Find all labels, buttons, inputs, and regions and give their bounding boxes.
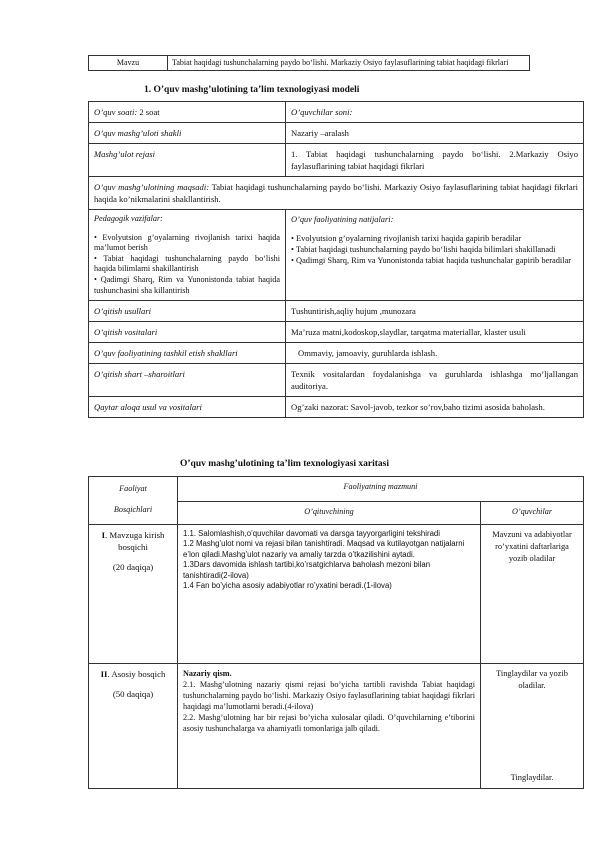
stage2-cell (89, 664, 178, 789)
hours-label: O’quv soati: (94, 107, 138, 117)
model-title: 1. O’quv mashg’ulotining ta’lim texnologiyasi modeli (144, 85, 360, 95)
stage1-teacher-item: 1.2 Mashg’ulot nomi va rejasi bilan tanishtiradi. Maqsad va kutilayotgan natijalarni e’lon qiladi.Mashg’ulot nazariy va amaliy tarzda o’tkazilishini aytadi. (183, 539, 465, 559)
stage2-teacher-title: Nazariy qism. (183, 669, 232, 678)
result-item: • Evolyutsion g’oyalarning rivojlanish tarixi haqida gapirib beradilar (291, 234, 522, 243)
stage1-cell (89, 525, 178, 664)
col-activity-header (89, 477, 178, 525)
task-item: • Evolyutsion g’oyalarning rivojlanish tarixi haqida ma’lumot berish (94, 232, 280, 253)
form-label: O’quv mashg’uloti shakli (89, 123, 286, 144)
org-value: Ommaviy, jamoaviy, guruhlarda ishlash. (286, 343, 584, 364)
hours-cell (89, 102, 286, 123)
col-students: O’quvchilar (481, 502, 584, 525)
goal-label: O’quv mashg’ulotining maqsadi: (94, 182, 210, 192)
task-item: • Tabiat haqidagi tushunchalarning paydo boʻlishi haqida bilimlarni shakillantirish (94, 253, 281, 274)
col-stages: Bosqichlari (113, 505, 153, 515)
stage1-students: Mavzuni va adabiyotlar ro’yxatini daftarlariga yozib oladilar (481, 525, 584, 664)
plan-label: Mashg’ulot rejasi (89, 144, 286, 177)
hours-value: 2 soat (139, 107, 160, 117)
map-title: O’quv mashg’ulotining ta’lim texnologiyasi xaritasi (180, 459, 390, 469)
stage2-num: II (100, 669, 108, 679)
task-item: • Qadimgi Sharq, Rim va Yunonistonda tabiat haqida tushunchasini sha killantirish (94, 274, 280, 295)
tasks-label: Pedagogik vazifalar: (94, 214, 163, 223)
result-item: • Qadimgi Sharq, Rim va Yunonistonda tabiat haqida tushunchalar gapirib beradilar (291, 256, 572, 265)
topic-value: Tabiat haqidagi tushunchalarning paydo boʻlishi. Markaziy Osiyo faylasuflarining tabiat haqidagi fikrlari (168, 56, 530, 71)
tools-label: O’qitish vositalari (89, 322, 286, 343)
stage1-teacher-item: 1.3Dars davomida ishlash tartibi,ko’rsatgichlarva baholash mezoni bilan tanishtiradi(2-ilova) (183, 560, 431, 580)
stage2-students-1: Tinglaydilar va yozib oladilar. (496, 669, 568, 690)
feedback-label: Qaytar aloqa usul va vositalari (89, 397, 286, 418)
methods-label: O’qitish usullari (89, 301, 286, 322)
stage2-teacher-item: 2.2. Mashg’ulotning har bir rejasi bo’yicha xulosalar qiladi. O’quvchilarning e’tiborini asosiy tushunchalarga va ahamiyatli tomonlariga jalb qiladi. (183, 713, 475, 733)
stage2-students (481, 664, 584, 789)
model-table (88, 101, 584, 418)
feedback-value: Og’zaki nazorat: Savol-javob, tezkor so’rov,baho tizimi asosida baholash. (286, 397, 584, 418)
result-item: • Tabiat haqidagi tushunchalarning paydo boʻlishi haqida bilimlari shakillanadi (291, 245, 556, 254)
tasks-cell (89, 210, 286, 301)
methods-value: Tushuntirish,aqliy hujum ,munozara (286, 301, 584, 322)
students-label: O’quvchilar soni: (286, 102, 584, 123)
results-label: O’quv faoliyatining natijalari: (291, 215, 394, 224)
stage2-teacher (178, 664, 481, 789)
stage1-num: I (101, 530, 106, 540)
cond-value: Texnik vositalardan foydalanishga va guruhlarda ishlashga mo’ljallangan auditoriya. (286, 364, 584, 397)
stage1-teacher-item: 1.4 Fan bo’yicha asosiy adabiyotlar ro’yxatini beradi.(1-ilova) (183, 581, 392, 591)
topic-label: Mavzu (89, 56, 168, 71)
stage1-teacher (178, 525, 481, 664)
stage1-time: (20 daqiqa) (112, 562, 154, 572)
topic-table (88, 55, 530, 71)
stage1-name: . Mavzuga kirish bosqichi (105, 530, 165, 552)
stage2-name: . Asosiy bosqich (107, 669, 166, 679)
stage2-students-2: Tinglaydilar. (510, 773, 554, 782)
stage1-teacher-item: 1.1. Salomlashish,o’quvchilar davomati va darsga tayyorgarligini tekshiradi (183, 529, 440, 538)
stage2-time: (50 daqiqa) (112, 689, 154, 699)
tools-value: Ma’ruza matni,kodoskop,slaydlar, tarqatma materiallar, klaster usuli (286, 322, 584, 343)
col-content: Faoliyatning mazmuni (178, 477, 584, 502)
plan-value: 1. Tabiat haqidagi tushunchalarning paydo boʻlishi. 2.Markaziy Osiyo faylasuflarining tabiat haqidagi fikrlari (286, 144, 584, 177)
results-cell (286, 210, 584, 301)
org-label: O’quv faoliyatining tashkil etish shakllari (89, 343, 286, 364)
goal-cell (89, 177, 584, 210)
goal-value: Tabiat haqidagi tushunchalarning paydo boʻlishi. Markaziy Osiyo faylasuflarining tabiat haqidagi fikrlari haqida ko’nikmalarini shakllantirish. (94, 182, 578, 204)
map-table (88, 476, 584, 789)
col-teacher: O’qituvchining (178, 502, 481, 525)
col-activity: Faoliyat (119, 484, 147, 493)
stage2-teacher-item: 2.1. Mashg’ulotning nazariy qismi rejasi bo’yicha tartibli ravishda Tabiat haqidagi tushunchalarning paydo boʻlishi. Markaziy Osiyo faylasuflarining tabiat haqidagi fikrlari haqidagi ma’lumotlarni beradi.(4-ilova) (183, 680, 475, 711)
cond-label: O’qitish shart –sharoitlari (89, 364, 286, 397)
form-value: Nazariy –aralash (286, 123, 584, 144)
